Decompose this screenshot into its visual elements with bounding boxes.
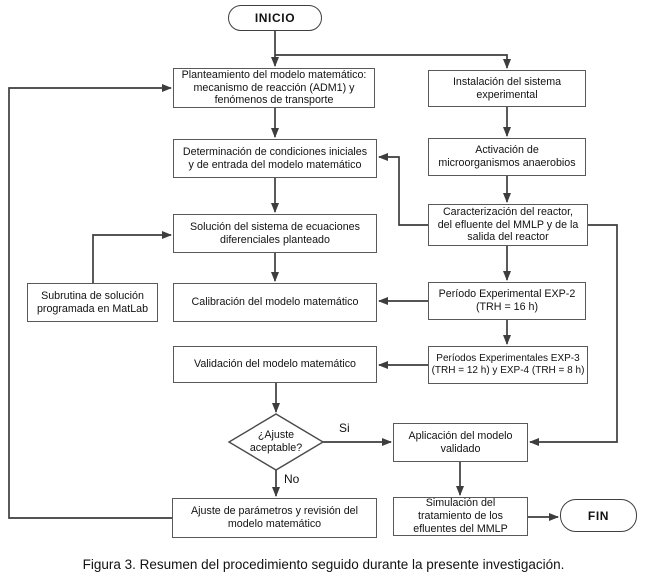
figure-caption: Figura 3. Resumen del procedimiento seguido durante la presente investigación. [82, 557, 565, 572]
node-simulacion-tratamiento: Simulación del tratamiento de los efluentes del MMLP [393, 497, 528, 536]
arrow-subrutina-to-solucion [93, 235, 171, 283]
edge-label-no: No [284, 472, 300, 486]
node-calibracion-modelo: Calibración del modelo matemático [173, 283, 377, 322]
node-caracterizacion-reactor: Caracterización del reactor, del efluente del MMLP y de la salida del reactor [428, 204, 588, 246]
node-periodos-exp3-exp4: Períodos Experimentales EXP-3 (TRH = 12 h) y EXP-4 (TRH = 8 h) [428, 346, 588, 384]
node-ajuste-parametros: Ajuste de parámetros y revisión del modelo matemático [172, 498, 377, 538]
node-aplicacion-modelo: Aplicación del modelo validado [393, 423, 528, 462]
node-determinacion-condiciones: Determinación de condiciones iniciales y de entrada del modelo matemático [173, 139, 377, 178]
arrow-caracterizacion-to-determinacion [379, 157, 428, 225]
end-terminal: FIN [560, 499, 637, 532]
node-planteamiento-modelo: Planteamiento del modelo matemático: mecanismo de reacción (ADM1) y fenómenos de transporte [173, 68, 375, 108]
node-solucion-ecuaciones: Solución del sistema de ecuaciones diferenciales planteado [173, 214, 377, 253]
node-subrutina-matlab: Subrutina de solución programada en MatLab [27, 283, 158, 322]
node-activacion-microorganismos: Activación de microorganismos anaerobios [428, 138, 586, 176]
node-periodo-exp2: Período Experimental EXP-2 (TRH = 16 h) [428, 282, 586, 320]
decision-ajuste-aceptable: ¿Ajuste aceptable? [249, 429, 303, 454]
edge-label-si: Si [339, 421, 350, 435]
start-terminal: INICIO [228, 5, 322, 31]
arrow-caracterizacion-to-aplicacion [530, 225, 617, 442]
node-validacion-modelo: Validación del modelo matemático [173, 346, 377, 383]
node-instalacion-sistema: Instalación del sistema experimental [428, 70, 586, 107]
arrow-inicio-to-instalacion [275, 55, 507, 68]
